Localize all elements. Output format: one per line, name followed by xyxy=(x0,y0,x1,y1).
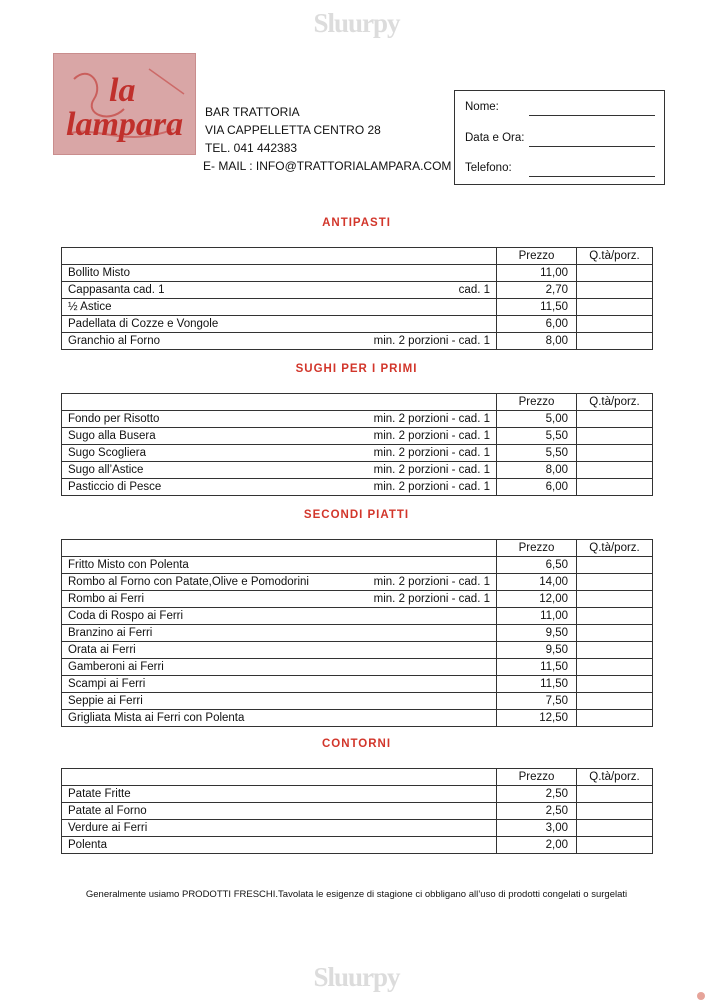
qty-input-cell[interactable] xyxy=(577,642,653,659)
table-row xyxy=(62,608,653,625)
corner-mark-icon xyxy=(697,992,705,1000)
logo-text-la: la xyxy=(109,72,136,109)
table-row xyxy=(62,411,653,428)
name-label: Nome: xyxy=(465,101,499,113)
qty-input-cell[interactable] xyxy=(577,445,653,462)
qty-header: Q.tà/porz. xyxy=(577,394,653,411)
dish-note: cad. 1 xyxy=(352,282,497,299)
qty-input-cell[interactable] xyxy=(577,820,653,837)
dish-price: 12,50 xyxy=(497,710,577,727)
table-row xyxy=(62,299,653,316)
qty-input-cell[interactable] xyxy=(577,557,653,574)
qty-input-cell[interactable] xyxy=(577,265,653,282)
qty-input-cell[interactable] xyxy=(577,837,653,854)
dish-price: 8,00 xyxy=(497,333,577,350)
menu-table-contorni xyxy=(61,768,653,854)
footer-note: Generalmente usiamo PRODOTTI FRESCHI.Tavolata le esigenze di stagione ci obbligano all’uso di prodotti congelati o surgelati xyxy=(85,889,628,900)
dish-note: min. 2 porzioni - cad. 1 xyxy=(352,445,497,462)
qty-input-cell[interactable] xyxy=(577,786,653,803)
dish-note: min. 2 porzioni - cad. 1 xyxy=(352,428,497,445)
qty-input-cell[interactable] xyxy=(577,411,653,428)
dish-name: Fondo per Risotto xyxy=(62,411,352,428)
table-row xyxy=(62,659,653,676)
qty-input-cell[interactable] xyxy=(577,316,653,333)
dish-name: Rombo al Forno con Patate,Olive e Pomodorini xyxy=(62,574,352,591)
phone-label: Telefono: xyxy=(465,162,512,174)
dish-price: 11,00 xyxy=(497,265,577,282)
table-row xyxy=(62,676,653,693)
table-row xyxy=(62,837,653,854)
dish-price: 7,50 xyxy=(497,693,577,710)
menu-table-sughi xyxy=(61,393,653,496)
table-row xyxy=(62,479,653,496)
order-form xyxy=(454,90,665,185)
dish-note: min. 2 porzioni - cad. 1 xyxy=(352,411,497,428)
dish-note xyxy=(352,837,497,854)
price-header: Prezzo xyxy=(497,769,577,786)
qty-input-cell[interactable] xyxy=(577,479,653,496)
table-row xyxy=(62,786,653,803)
dish-name: Branzino ai Ferri xyxy=(62,625,352,642)
table-row xyxy=(62,333,653,350)
qty-input-cell[interactable] xyxy=(577,299,653,316)
dish-price: 5,50 xyxy=(497,428,577,445)
menu-table-secondi xyxy=(61,539,653,727)
qty-input-cell[interactable] xyxy=(577,333,653,350)
dish-price: 5,50 xyxy=(497,445,577,462)
qty-input-cell[interactable] xyxy=(577,803,653,820)
dish-name: Patate Fritte xyxy=(62,786,352,803)
table-header-row xyxy=(62,769,653,786)
dish-name: Pasticcio di Pesce xyxy=(62,479,352,496)
qty-input-cell[interactable] xyxy=(577,428,653,445)
dish-note: min. 2 porzioni - cad. 1 xyxy=(352,333,497,350)
dish-note xyxy=(352,710,497,727)
dish-note xyxy=(352,659,497,676)
dish-price: 2,50 xyxy=(497,786,577,803)
qty-header: Q.tà/porz. xyxy=(577,540,653,557)
dish-name: Padellata di Cozze e Vongole xyxy=(62,316,352,333)
dish-name: ½ Astice xyxy=(62,299,352,316)
price-header: Prezzo xyxy=(497,394,577,411)
table-row xyxy=(62,574,653,591)
dish-name: Sugo all’Astice xyxy=(62,462,352,479)
dish-note xyxy=(352,608,497,625)
address-line: TEL. 041 442383 xyxy=(205,141,298,155)
table-header-row xyxy=(62,394,653,411)
restaurant-logo xyxy=(53,53,196,155)
dish-price: 11,00 xyxy=(497,608,577,625)
dish-note xyxy=(352,299,497,316)
dish-price: 2,50 xyxy=(497,803,577,820)
table-row xyxy=(62,820,653,837)
dish-price: 5,00 xyxy=(497,411,577,428)
qty-input-cell[interactable] xyxy=(577,574,653,591)
table-row xyxy=(62,282,653,299)
header-blank-cell xyxy=(62,769,497,786)
dish-name: Granchio al Forno xyxy=(62,333,352,350)
table-header-row xyxy=(62,540,653,557)
dish-note xyxy=(352,557,497,574)
dish-note xyxy=(352,625,497,642)
table-row xyxy=(62,428,653,445)
qty-input-cell[interactable] xyxy=(577,625,653,642)
price-header: Prezzo xyxy=(497,248,577,265)
qty-input-cell[interactable] xyxy=(577,710,653,727)
dish-price: 9,50 xyxy=(497,625,577,642)
qty-input-cell[interactable] xyxy=(577,676,653,693)
dish-note xyxy=(352,786,497,803)
dish-note xyxy=(352,693,497,710)
name-field[interactable] xyxy=(529,104,655,116)
qty-input-cell[interactable] xyxy=(577,591,653,608)
table-row xyxy=(62,803,653,820)
dish-note xyxy=(352,820,497,837)
qty-input-cell[interactable] xyxy=(577,693,653,710)
watermark-bottom: Sluurpy xyxy=(313,962,400,992)
dish-note: min. 2 porzioni - cad. 1 xyxy=(352,479,497,496)
dish-price: 6,00 xyxy=(497,479,577,496)
address-line: VIA CAPPELLETTA CENTRO 28 xyxy=(205,123,381,137)
section-title-sughi: SUGHI PER I PRIMI xyxy=(295,363,418,375)
table-header-row xyxy=(62,248,653,265)
address-block xyxy=(205,103,451,175)
phone-field[interactable] xyxy=(529,165,655,177)
logo-text-lampara: lampara xyxy=(66,106,184,143)
table-row xyxy=(62,710,653,727)
section-title-antipasti: ANTIPASTI xyxy=(322,217,391,229)
dish-name: Polenta xyxy=(62,837,352,854)
dish-name: Sugo alla Busera xyxy=(62,428,352,445)
qty-input-cell[interactable] xyxy=(577,462,653,479)
dish-note xyxy=(352,803,497,820)
qty-input-cell[interactable] xyxy=(577,659,653,676)
dish-price: 11,50 xyxy=(497,299,577,316)
dish-name: Fritto Misto con Polenta xyxy=(62,557,352,574)
date-label: Data e Ora: xyxy=(465,132,525,144)
dish-name: Rombo ai Ferri xyxy=(62,591,352,608)
dish-price: 6,50 xyxy=(497,557,577,574)
date-field[interactable] xyxy=(529,135,655,147)
phone-row xyxy=(465,162,512,174)
dish-price: 11,50 xyxy=(497,676,577,693)
section-title-contorni: CONTORNI xyxy=(321,738,392,750)
dish-name: Scampi ai Ferri xyxy=(62,676,352,693)
dish-price: 2,70 xyxy=(497,282,577,299)
dish-note xyxy=(352,316,497,333)
dish-name: Cappasanta cad. 1 xyxy=(62,282,352,299)
dish-price: 6,00 xyxy=(497,316,577,333)
dish-price: 3,00 xyxy=(497,820,577,837)
header-blank-cell xyxy=(62,540,497,557)
name-row xyxy=(465,101,499,113)
dish-name: Seppie ai Ferri xyxy=(62,693,352,710)
header-blank-cell xyxy=(62,394,497,411)
qty-input-cell[interactable] xyxy=(577,608,653,625)
header-blank-cell xyxy=(62,248,497,265)
table-row xyxy=(62,557,653,574)
dish-price: 8,00 xyxy=(497,462,577,479)
table-row xyxy=(62,591,653,608)
dish-price: 9,50 xyxy=(497,642,577,659)
dish-note xyxy=(352,642,497,659)
dish-name: Sugo Scogliera xyxy=(62,445,352,462)
qty-header: Q.tà/porz. xyxy=(577,248,653,265)
dish-price: 12,00 xyxy=(497,591,577,608)
date-row xyxy=(465,132,524,144)
table-row xyxy=(62,445,653,462)
table-row xyxy=(62,265,653,282)
address-line: BAR TRATTORIA xyxy=(205,105,300,119)
dish-name: Patate al Forno xyxy=(62,803,352,820)
dish-note: min. 2 porzioni - cad. 1 xyxy=(352,591,497,608)
table-row xyxy=(62,462,653,479)
dish-note: min. 2 porzioni - cad. 1 xyxy=(352,574,497,591)
qty-header: Q.tà/porz. xyxy=(577,769,653,786)
dish-name: Verdure ai Ferri xyxy=(62,820,352,837)
dish-note xyxy=(352,676,497,693)
price-header: Prezzo xyxy=(497,540,577,557)
dish-name: Orata ai Ferri xyxy=(62,642,352,659)
dish-price: 14,00 xyxy=(497,574,577,591)
dish-price: 2,00 xyxy=(497,837,577,854)
table-row xyxy=(62,625,653,642)
email-line: E- MAIL : INFO@TRATTORIALAMPARA.COM xyxy=(203,159,452,173)
dish-name: Bollito Misto xyxy=(62,265,352,282)
table-row xyxy=(62,316,653,333)
table-row xyxy=(62,693,653,710)
dish-note xyxy=(352,265,497,282)
watermark-top: Sluurpy xyxy=(313,8,400,38)
dish-name: Gamberoni ai Ferri xyxy=(62,659,352,676)
dish-note: min. 2 porzioni - cad. 1 xyxy=(352,462,497,479)
qty-input-cell[interactable] xyxy=(577,282,653,299)
menu-table-antipasti xyxy=(61,247,653,350)
section-title-secondi: SECONDI PIATTI xyxy=(303,509,410,521)
table-row xyxy=(62,642,653,659)
dish-name: Grigliata Mista ai Ferri con Polenta xyxy=(62,710,352,727)
dish-name: Coda di Rospo ai Ferri xyxy=(62,608,352,625)
dish-price: 11,50 xyxy=(497,659,577,676)
